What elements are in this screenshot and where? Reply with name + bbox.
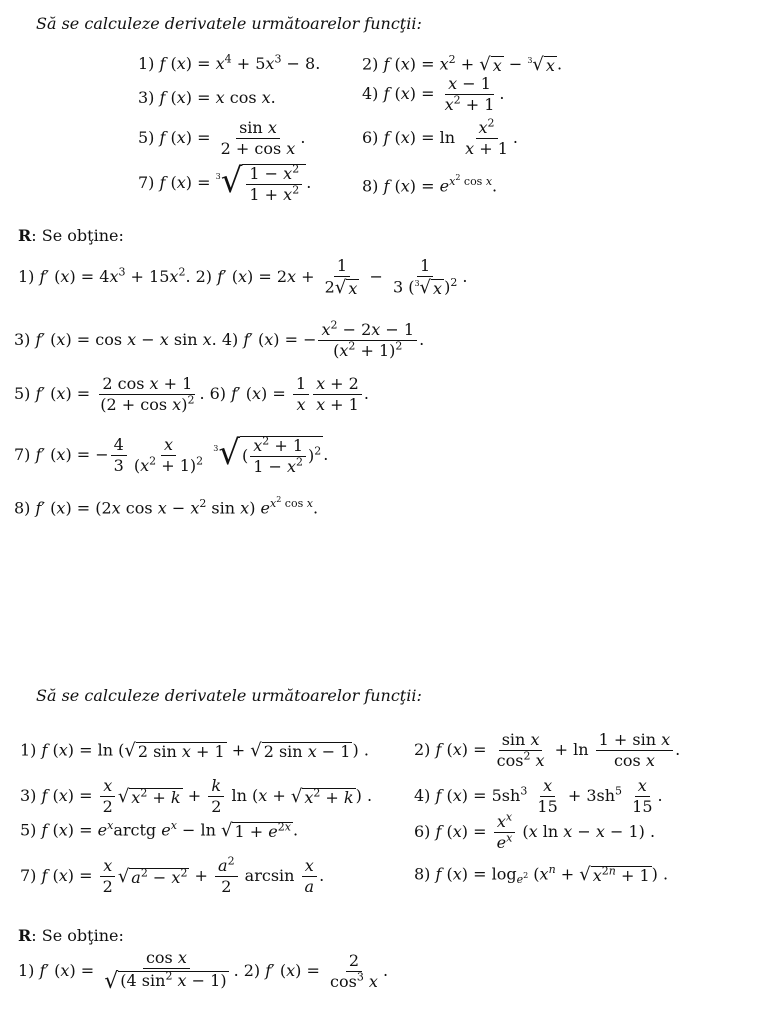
problem-7: 7) f (x) = $^3$√ $\frac{1 - x^2}{1 + x^2}$ . <box>138 161 312 204</box>
problem2-7: 7) f (x) = $\frac{x}{2}$ √ $a^2 - x^2$ + $\frac{a^2}{2}$ arcsin $\frac{x}{a}$ . <box>20 854 325 896</box>
result2-1-2: 1) f′ (x) = cos x √ (4 $\sin^2 x - 1$) . 2) f′ (x) = $\frac{2}{\cos^3 x}$ . <box>18 948 389 994</box>
result-header-2 <box>18 928 124 944</box>
problem2-4: 4) f $(x) = 5sh^3$ $\frac{x}{15}$ + $3sh^5$ $\frac{x}{15}$ . <box>414 776 663 816</box>
problem-4: 4) f (x) = $\frac{x - 1}{x^2 + 1}$ . <box>362 74 505 114</box>
result-1-2: 1) f′ $(x) = 4x^3 + 15x^2$. 2) f′ (x) = 2x + 1 2 √ x − 1 3 ( $^3$√ x )$^2$ . <box>18 256 468 298</box>
result-header-1 <box>18 228 124 244</box>
problem-2: 2) f $(x) = x^2$ + √ x − $^3$√ x . <box>362 52 563 75</box>
problem2-1: 1) f (x) = ln ( √ 2 sin x + 1 + √ 2 sin x − 1 ) . <box>20 740 369 761</box>
result-label-2: R <box>18 926 32 945</box>
problem2-2: 2) f (x) = $\frac{\text{sin x}}{\cos^2 x}$ + ln $\frac{\text{1 + sin x}}{\text{cos x}}$ . <box>414 730 681 770</box>
result-label: R <box>18 226 32 245</box>
problem-1: 1) f $(x) = x^4 + 5x^3 - 8$. <box>138 52 321 73</box>
result-text-2: : Se obţine: <box>31 926 124 945</box>
problem-8: 8) f $(x) = e^{x^2 cos x}$. <box>362 173 498 196</box>
result-3-4: 3) f′ (x) = cos x − x sin x. 4) f′ (x) = − $\frac{x^2 - 2x - 1}{(x^2 + 1)^2}$ . <box>14 318 425 360</box>
result-8: 8) f′ (x) = (2x $\cos x - x^2$ sin x) $e^{x^2 cos x}$. <box>14 495 319 518</box>
problem2-5: 5) f $(x) = e^xarctg$ $e^x - \ln$ √ $1 + e^{2x}$ . <box>20 818 299 841</box>
problem2-3: 3) f (x) = $\frac{x}{2}$ √ $x^2 + k$ + $\frac{k}{2}$ ln (x + √ $x^2 + k$ ) . <box>20 776 373 816</box>
problem-5: 5) f (x) = $\frac{\text{sin x}}{\text{2 + cos x}}$ . <box>138 118 306 158</box>
result-text: : Se obţine: <box>31 226 124 245</box>
problem-6: 6) f (x) = ln $\frac{x^2}{x + 1}$ . <box>362 116 519 158</box>
problem2-8: 8) f $(x) = \log_{e^2} (x^n$ + √ $x^{2n} + 1$ ) . <box>414 862 669 886</box>
section-2-heading: Să se calculeze derivatele următoarelor funcţii: <box>36 686 422 705</box>
problem-3: 3) f (x) = x cos x. <box>138 88 276 107</box>
result-5-6: 5) f′ (x) = $\frac{\text{2 cos x + 1}}{(2 + \cos x)^2}$ . 6) f′ (x) = $\frac{1}{x}$ $\frac{x + 2}{x + 1}$ . <box>14 374 369 414</box>
result-7: 7) f′ (x) = − $\frac{4}{3}$ $\frac{x}{(x^2 + 1)^2}$ $^3$√ ( $\frac{x^2 + 1}{1 - x^2}$ )$^2$ . <box>14 433 329 476</box>
problem2-6: 6) f (x) = $\frac{x^x}{e^x}$ (x ln x − x − 1) . <box>414 810 656 852</box>
section-1-heading: Să se calculeze derivatele următoarelor funcţii: <box>36 14 422 33</box>
